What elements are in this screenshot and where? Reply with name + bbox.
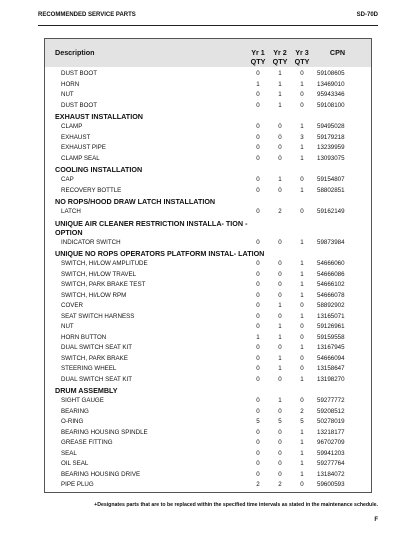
- yr1-qty: 0: [256, 460, 260, 467]
- table-row: [45, 122, 371, 133]
- yr2-qty: 1: [278, 80, 282, 88]
- table-row: [45, 101, 371, 112]
- table-row: [45, 375, 371, 386]
- yr1-qty: 0: [256, 354, 260, 362]
- part-number: 59179218: [317, 133, 345, 141]
- table-row: [45, 396, 371, 407]
- table-row: [45, 207, 371, 218]
- table-row: [45, 154, 371, 165]
- part-description: OIL SEAL: [61, 460, 89, 467]
- section-heading: EXHAUST INSTALLATION: [55, 112, 143, 121]
- yr1-qty: 0: [256, 70, 260, 77]
- part-description: CLAMP SEAL: [61, 154, 100, 162]
- part-number: 13184072: [317, 470, 345, 478]
- part-number: 59941203: [317, 449, 345, 457]
- col-yr1: Yr 1 QTY: [250, 48, 266, 66]
- section-heading: COOLING INSTALLATION: [55, 165, 143, 174]
- yr3-qty: 1: [300, 238, 304, 246]
- yr1-qty: 0: [256, 260, 260, 267]
- table-row: [45, 459, 371, 470]
- table-row: [45, 449, 371, 460]
- table-row: [45, 470, 371, 481]
- yr3-qty: 1: [300, 270, 304, 278]
- part-number: 54666102: [317, 281, 345, 288]
- part-description: STEERING WHEEL: [61, 365, 117, 372]
- yr3-qty: 0: [300, 302, 304, 309]
- yr3-qty: 1: [300, 375, 304, 383]
- col-yr2: Yr 2 QTY: [272, 48, 288, 66]
- part-number: 59126961: [317, 323, 345, 330]
- yr3-qty: 0: [300, 208, 304, 215]
- table-row: [45, 333, 371, 344]
- table-body: [45, 69, 371, 491]
- yr2-qty: 0: [278, 270, 282, 278]
- yr3-qty: 1: [300, 312, 304, 320]
- yr1-qty: 0: [256, 439, 260, 446]
- part-number: 59108605: [317, 70, 345, 77]
- table-row: [45, 322, 371, 333]
- yr3-qty: 1: [300, 80, 304, 88]
- yr2-qty: 0: [278, 291, 282, 299]
- table-row: [45, 301, 371, 312]
- yr3-qty: 0: [300, 323, 304, 330]
- yr1-qty: 0: [256, 154, 260, 162]
- part-description: BEARING: [61, 407, 89, 415]
- part-number: 54666086: [317, 270, 345, 278]
- part-number: 58802851: [317, 186, 345, 194]
- table-row: [45, 175, 371, 186]
- part-number: 54666060: [317, 260, 345, 267]
- part-number: 59159558: [317, 333, 345, 341]
- part-number: 59162149: [317, 208, 345, 215]
- part-description: NUT: [61, 91, 74, 98]
- yr1-qty: 0: [256, 397, 260, 404]
- yr3-qty: 1: [300, 449, 304, 457]
- table-row: [45, 428, 371, 439]
- page-letter: F: [374, 517, 378, 523]
- yr2-qty: 0: [278, 375, 282, 383]
- yr1-qty: 0: [256, 123, 260, 130]
- yr3-qty: 1: [300, 281, 304, 288]
- col-cpn: CPN: [329, 48, 346, 57]
- yr1-qty: 0: [256, 238, 260, 246]
- yr1-qty: 0: [256, 407, 260, 415]
- yr3-qty: 1: [300, 428, 304, 436]
- header-rule: [38, 25, 378, 26]
- table-row: [45, 343, 371, 354]
- table-row: [45, 291, 371, 302]
- yr1-qty: 0: [256, 428, 260, 436]
- yr3-qty: 3: [300, 133, 304, 141]
- part-number: 13158647: [317, 365, 345, 372]
- yr3-qty: 0: [300, 101, 304, 109]
- part-description: BEARING HOUSING SPINDLE: [61, 428, 148, 436]
- yr1-qty: 0: [256, 302, 260, 309]
- part-description: SIGHT GAUGE: [61, 397, 104, 404]
- part-description: CAP: [61, 176, 74, 183]
- part-number: 13167945: [317, 344, 345, 351]
- part-description: DUST BOOT: [61, 101, 97, 109]
- yr2-qty: 0: [278, 281, 282, 288]
- col-yr3: Yr 3 QTY: [294, 48, 310, 66]
- yr1-qty: 0: [256, 365, 260, 372]
- yr1-qty: 1: [256, 80, 260, 88]
- part-number: 50278019: [317, 418, 345, 425]
- part-number: 59277772: [317, 397, 345, 404]
- yr3-qty: 1: [300, 291, 304, 299]
- section-heading: UNIQUE AIR CLEANER RESTRICTION INSTALLA- TION - OPTION: [55, 218, 248, 237]
- yr1-qty: 0: [256, 101, 260, 109]
- part-description: SWITCH, HI/LOW RPM: [61, 291, 127, 299]
- part-number: 54666078: [317, 291, 345, 299]
- table-row: [45, 480, 371, 491]
- yr2-qty: 1: [278, 176, 282, 183]
- part-description: DUAL SWITCH SEAT KIT: [61, 344, 133, 351]
- yr1-qty: 2: [256, 481, 260, 488]
- part-number: 59108100: [317, 101, 345, 109]
- table-row: [45, 364, 371, 375]
- yr3-qty: 2: [300, 407, 304, 415]
- yr2-qty: 0: [278, 154, 282, 162]
- part-number: 13093075: [317, 154, 345, 162]
- part-description: SEAT SWITCH HARNESS: [61, 312, 135, 320]
- part-description: CLAMP: [61, 123, 83, 130]
- yr2-qty: 1: [278, 101, 282, 109]
- part-description: INDICATOR SWITCH: [61, 238, 121, 246]
- yr2-qty: 1: [278, 70, 282, 77]
- part-description: LATCH: [61, 208, 81, 215]
- table-row: [45, 312, 371, 323]
- part-description: SWITCH, HI/LOW AMPLITUDE: [61, 260, 148, 267]
- yr3-qty: 1: [300, 344, 304, 351]
- yr2-qty: 0: [278, 238, 282, 246]
- yr1-qty: 0: [256, 133, 260, 141]
- yr3-qty: 1: [300, 439, 304, 446]
- yr1-qty: 0: [256, 91, 260, 98]
- yr3-qty: 5: [300, 418, 304, 425]
- part-number: 59495028: [317, 123, 345, 130]
- part-number: 96702709: [317, 439, 345, 446]
- page-header: [38, 12, 378, 24]
- yr3-qty: 0: [300, 365, 304, 372]
- part-number: 59208512: [317, 407, 345, 415]
- table-row: [45, 133, 371, 144]
- table-row: [45, 143, 371, 154]
- parts-table: [44, 38, 372, 493]
- yr1-qty: 0: [256, 208, 260, 215]
- table-row: [45, 186, 371, 197]
- yr2-qty: 0: [278, 123, 282, 130]
- part-description: O-RING: [61, 418, 84, 425]
- yr2-qty: 1: [278, 333, 282, 341]
- part-description: BEARING HOUSING DRIVE: [61, 470, 141, 478]
- part-number: 13165071: [317, 312, 345, 320]
- part-description: PIPE PLUG: [61, 481, 94, 488]
- section-heading: UNIQUE NO ROPS OPERATORS PLATFORM INSTAL- LATION: [55, 249, 265, 258]
- table-row: [45, 354, 371, 365]
- part-description: HORN: [61, 80, 80, 88]
- yr1-qty: 0: [256, 375, 260, 383]
- section-heading: DRUM ASSEMBLY: [55, 386, 118, 395]
- yr2-qty: 0: [278, 344, 282, 351]
- part-number: 59277764: [317, 460, 345, 467]
- part-description: NUT: [61, 323, 74, 330]
- yr2-qty: 2: [278, 481, 282, 488]
- yr1-qty: 0: [256, 470, 260, 478]
- yr3-qty: 0: [300, 481, 304, 488]
- yr3-qty: 1: [300, 154, 304, 162]
- part-number: 54666094: [317, 354, 345, 362]
- table-header: [45, 39, 371, 67]
- yr2-qty: 0: [278, 260, 282, 267]
- header-title: RECOMMENDED SERVICE PARTS: [38, 12, 136, 18]
- part-number: 13198270: [317, 375, 345, 383]
- part-description: GREASE FITTING: [61, 439, 113, 446]
- yr3-qty: 0: [300, 176, 304, 183]
- part-description: EXHAUST: [61, 133, 91, 141]
- yr3-qty: 1: [300, 460, 304, 467]
- table-row: [45, 417, 371, 428]
- yr2-qty: 5: [278, 418, 282, 425]
- part-description: DUAL SWITCH SEAT KIT: [61, 375, 133, 383]
- yr3-qty: 0: [300, 70, 304, 77]
- yr2-qty: 1: [278, 354, 282, 362]
- section-heading: NO ROPS/HOOD DRAW LATCH INSTALLATION: [55, 197, 216, 206]
- table-row: [45, 69, 371, 80]
- yr1-qty: 0: [256, 449, 260, 457]
- col-description: Description: [55, 48, 95, 57]
- footnote: +Designates parts that are to be replaced within the specified time intervals as stated in the maintenance schedule.: [94, 502, 378, 508]
- part-number: 58892902: [317, 302, 345, 309]
- part-description: RECOVERY BOTTLE: [61, 186, 122, 194]
- header-doc-code: SD-70D: [356, 12, 378, 18]
- part-description: SWITCH, PARK BRAKE: [61, 354, 128, 362]
- yr1-qty: 0: [256, 144, 260, 151]
- yr2-qty: 2: [278, 208, 282, 215]
- yr1-qty: 1: [256, 333, 260, 341]
- part-number: 13239959: [317, 144, 345, 151]
- yr1-qty: 0: [256, 344, 260, 351]
- yr2-qty: 1: [278, 365, 282, 372]
- yr2-qty: 0: [278, 428, 282, 436]
- yr2-qty: 1: [278, 91, 282, 98]
- yr1-qty: 0: [256, 312, 260, 320]
- table-row: [45, 438, 371, 449]
- table-row: [45, 270, 371, 281]
- yr2-qty: 0: [278, 470, 282, 478]
- part-number: 95943346: [317, 91, 345, 98]
- yr2-qty: 0: [278, 144, 282, 151]
- yr1-qty: 0: [256, 186, 260, 194]
- part-number: 13469010: [317, 80, 345, 88]
- yr1-qty: 0: [256, 176, 260, 183]
- yr2-qty: 0: [278, 449, 282, 457]
- part-description: SEAL: [61, 449, 77, 457]
- part-number: 59873984: [317, 238, 345, 246]
- table-row: [45, 90, 371, 101]
- yr1-qty: 0: [256, 281, 260, 288]
- part-description: SWITCH, PARK BRAKE TEST: [61, 281, 146, 288]
- table-row: [45, 407, 371, 418]
- yr3-qty: 0: [300, 333, 304, 341]
- table-row: [45, 80, 371, 91]
- yr2-qty: 0: [278, 460, 282, 467]
- yr3-qty: 1: [300, 186, 304, 194]
- part-description: SWITCH, HI/LOW TRAVEL: [61, 270, 137, 278]
- yr2-qty: 0: [278, 439, 282, 446]
- yr3-qty: 1: [300, 144, 304, 151]
- yr2-qty: 0: [278, 407, 282, 415]
- yr1-qty: 0: [256, 291, 260, 299]
- table-row: [45, 259, 371, 270]
- table-row: [45, 280, 371, 291]
- table-row: [45, 238, 371, 249]
- yr3-qty: 0: [300, 397, 304, 404]
- yr2-qty: 1: [278, 302, 282, 309]
- yr1-qty: 5: [256, 418, 260, 425]
- yr3-qty: 1: [300, 470, 304, 478]
- part-number: 59154807: [317, 176, 345, 183]
- yr1-qty: 0: [256, 323, 260, 330]
- yr3-qty: 0: [300, 354, 304, 362]
- yr2-qty: 0: [278, 312, 282, 320]
- part-description: DUST BOOT: [61, 70, 97, 77]
- yr2-qty: 1: [278, 323, 282, 330]
- part-description: COVER: [61, 302, 84, 309]
- yr1-qty: 0: [256, 270, 260, 278]
- yr2-qty: 0: [278, 133, 282, 141]
- yr2-qty: 1: [278, 397, 282, 404]
- yr3-qty: 1: [300, 260, 304, 267]
- part-number: 13218177: [317, 428, 345, 436]
- yr3-qty: 0: [300, 91, 304, 98]
- part-number: 59600593: [317, 481, 345, 488]
- part-description: HORN BUTTON: [61, 333, 107, 341]
- yr3-qty: 1: [300, 123, 304, 130]
- part-description: EXHAUST PIPE: [61, 144, 106, 151]
- yr2-qty: 0: [278, 186, 282, 194]
